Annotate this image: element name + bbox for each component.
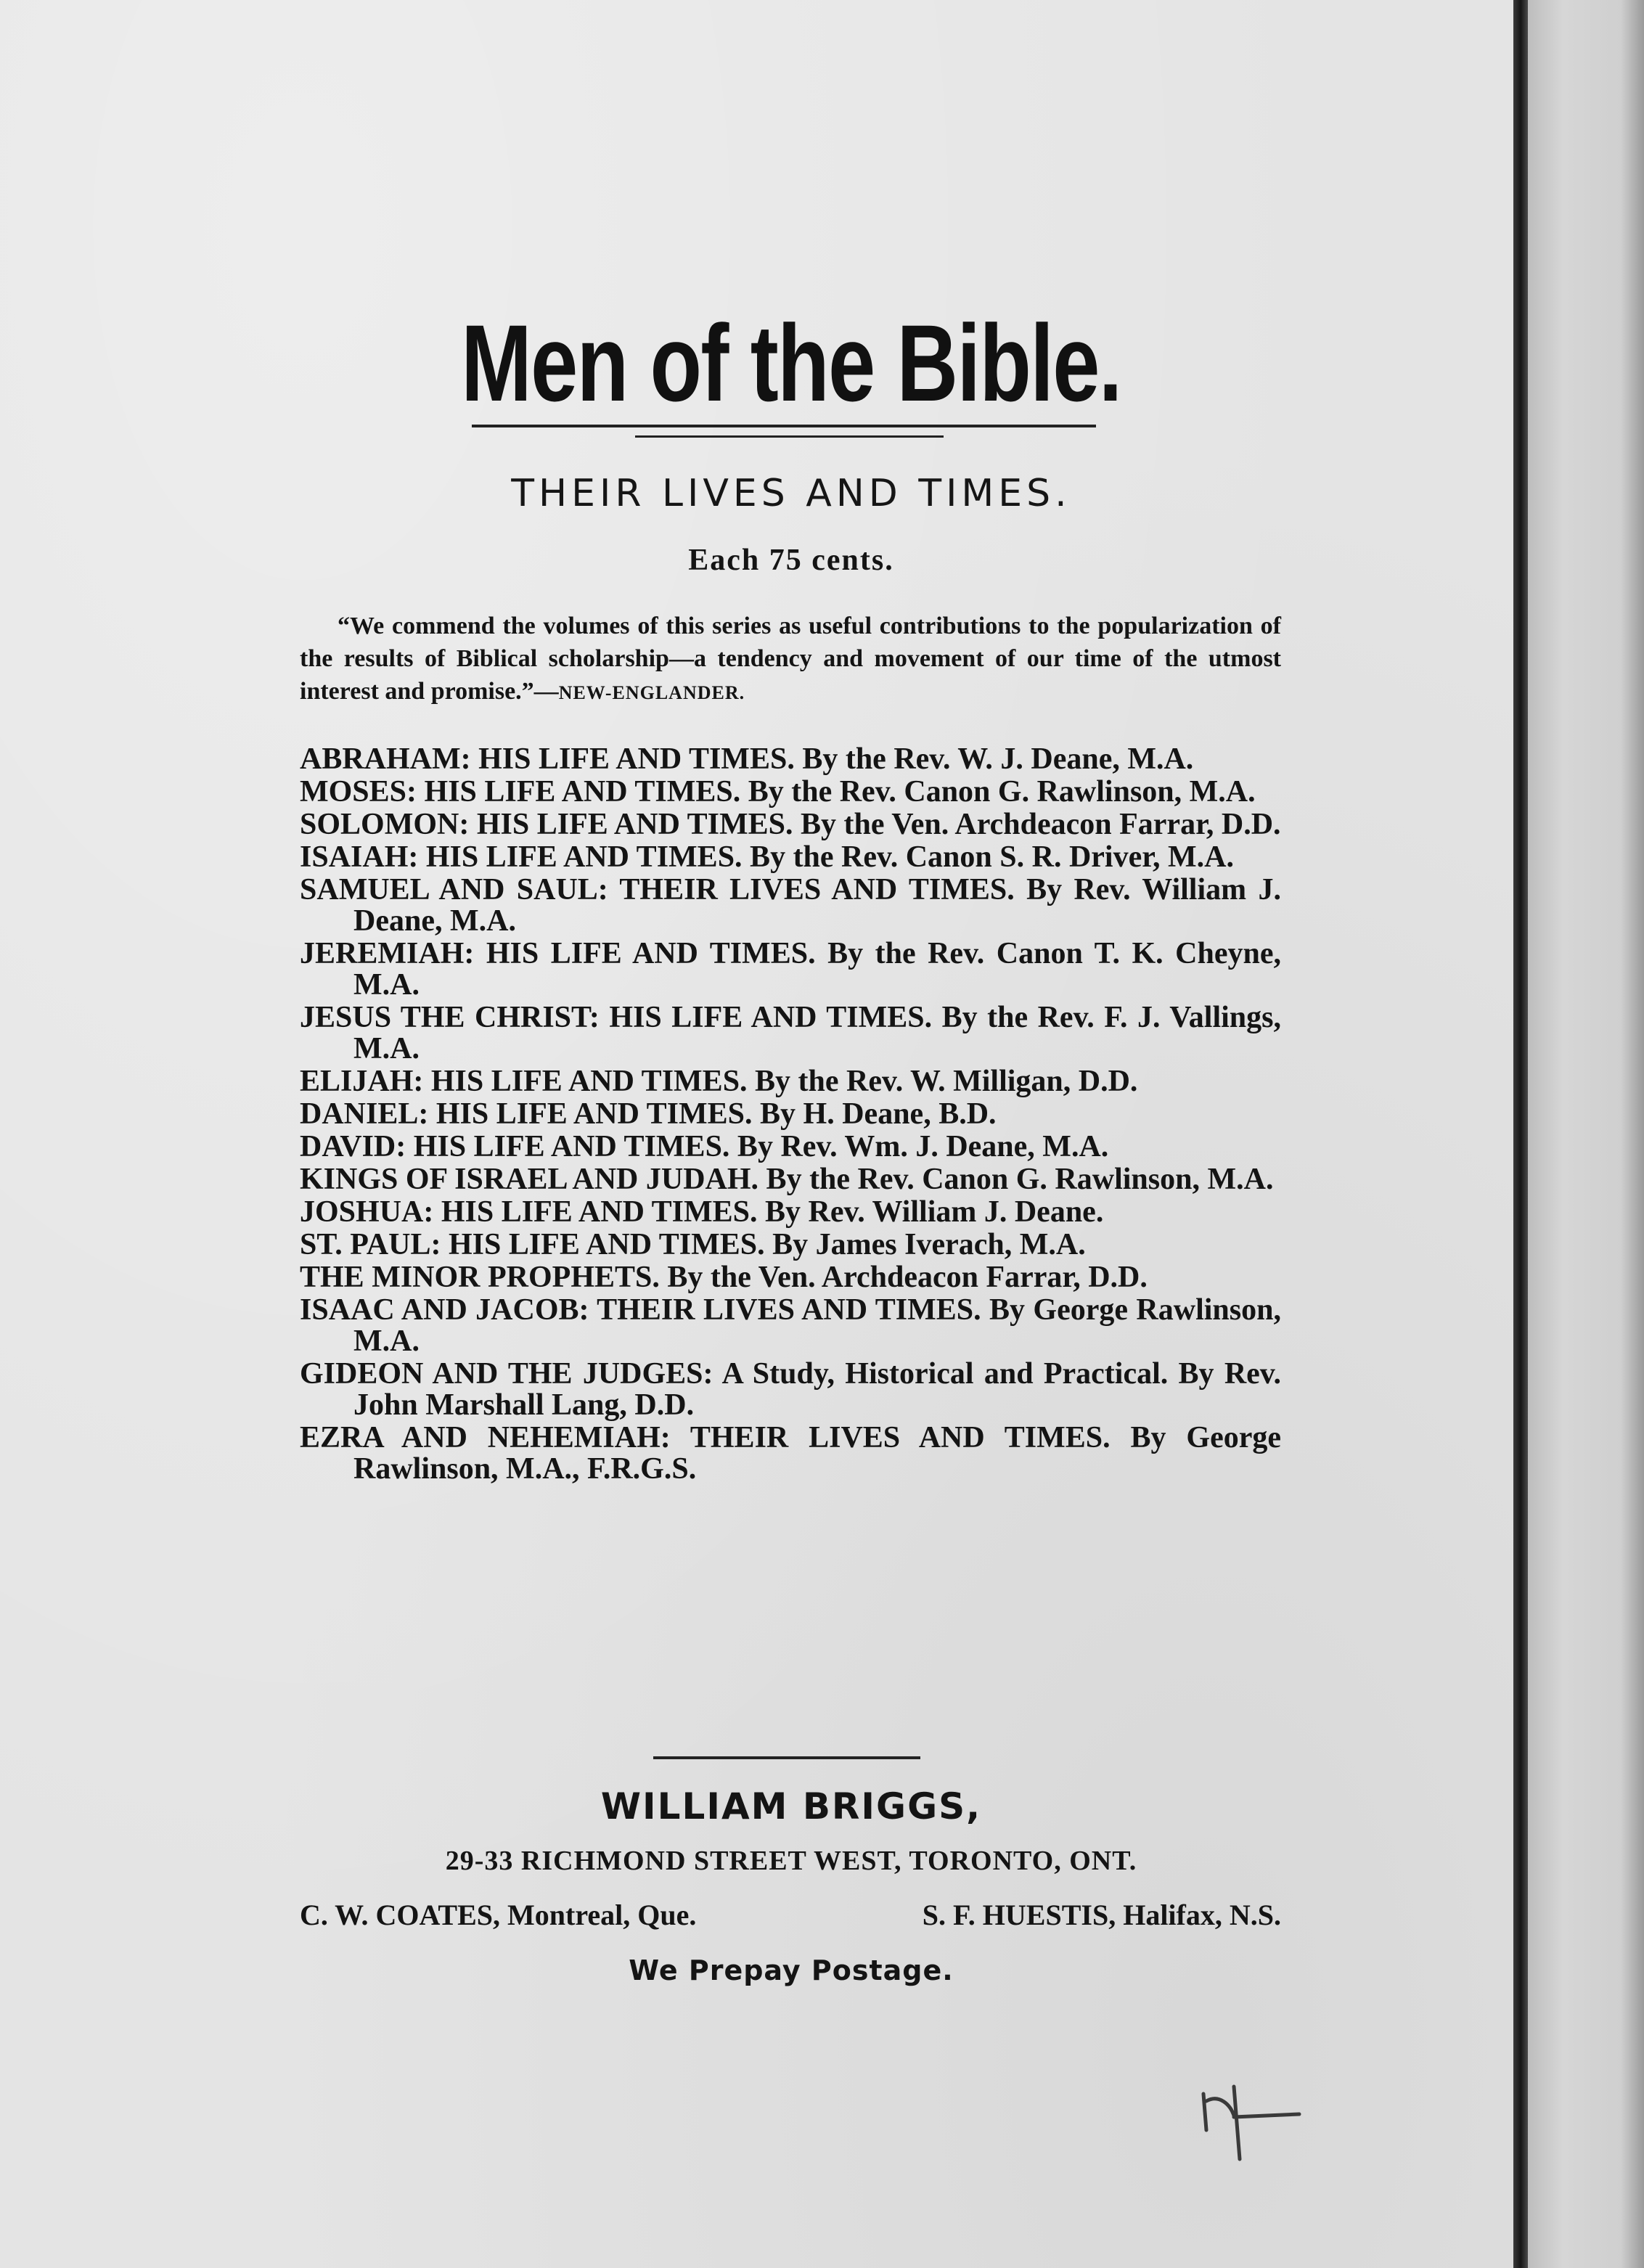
list-item: ISAIAH: HIS LIFE AND TIMES. By the Rev. Canon S. R. Driver, M.A. xyxy=(300,840,1234,874)
quote-text: “We commend the volumes of this series as useful contributions to the popularization of the results of Biblical scholarship—a tendency and movement of our time of the utmost interest and promise.”— xyxy=(300,613,1281,705)
postage-note: We Prepay Postage. xyxy=(629,1954,954,1986)
list-item: THE MINOR PROPHETS. By the Ven. Archdeacon Farrar, D.D. xyxy=(300,1261,1148,1294)
review-quote xyxy=(300,610,1281,709)
list-item: DAVID: HIS LIFE AND TIMES. By Rev. Wm. J. Deane, M.A. xyxy=(300,1130,1109,1163)
title-underline xyxy=(472,425,1096,427)
list-item: JESUS THE CHRIST: HIS LIFE AND TIMES. By the Rev. F. J. Vallings, M.A. xyxy=(300,1001,1281,1065)
list-item: ISAAC AND JACOB: THEIR LIVES AND TIMES. By George Rawlinson, M.A. xyxy=(300,1293,1281,1358)
list-item: SOLOMON: HIS LIFE AND TIMES. By the Ven. Archdeacon Farrar, D.D. xyxy=(300,808,1281,841)
list-item: ST. PAUL: HIS LIFE AND TIMES. By James Iverach, M.A. xyxy=(300,1228,1086,1261)
list-item: ELIJAH: HIS LIFE AND TIMES. By the Rev. W. Milligan, D.D. xyxy=(300,1065,1138,1098)
subtitle: THEIR LIVES AND TIMES. xyxy=(511,472,1071,515)
facing-page-edge xyxy=(1528,0,1644,2268)
list-item: EZRA AND NEHEMIAH: THEIR LIVES AND TIMES. By George Rawlinson, M.A., F.R.G.S. xyxy=(300,1421,1281,1486)
section-divider xyxy=(653,1756,920,1759)
page-title: Men of the Bible. xyxy=(461,302,1121,424)
agent-halifax: S. F. HUESTIS, Halifax, N.S. xyxy=(922,1899,1281,1931)
price-line: Each 75 cents. xyxy=(688,544,894,577)
list-item: JOSHUA: HIS LIFE AND TIMES. By Rev. William J. Deane. xyxy=(300,1195,1104,1229)
quote-source: NEW-ENGLANDER. xyxy=(558,682,745,703)
book-spine xyxy=(1513,0,1528,2268)
list-item: JEREMIAH: HIS LIFE AND TIMES. By the Rev. Canon T. K. Cheyne, M.A. xyxy=(300,937,1281,1002)
publisher-address: 29-33 RICHMOND STREET WEST, TORONTO, ONT. xyxy=(445,1846,1137,1876)
list-item: SAMUEL AND SAUL: THEIR LIVES AND TIMES. By Rev. William J. Deane, M.A. xyxy=(300,873,1281,938)
title-underline-short xyxy=(635,435,944,438)
handwritten-mark xyxy=(1190,2072,1336,2166)
list-item: MOSES: HIS LIFE AND TIMES. By the Rev. Canon G. Rawlinson, M.A. xyxy=(300,775,1256,808)
book-list xyxy=(300,744,1281,1486)
list-item: KINGS OF ISRAEL AND JUDAH. By the Rev. Canon G. Rawlinson, M.A. xyxy=(300,1163,1274,1196)
publisher-name: WILLIAM BRIGGS, xyxy=(600,1785,982,1827)
list-item: ABRAHAM: HIS LIFE AND TIMES. By the Rev. W. J. Deane, M.A. xyxy=(300,742,1194,776)
agent-montreal: C. W. COATES, Montreal, Que. xyxy=(300,1899,697,1931)
list-item: DANIEL: HIS LIFE AND TIMES. By H. Deane, B.D. xyxy=(300,1097,997,1131)
list-item: GIDEON AND THE JUDGES: A Study, Historical and Practical. By Rev. John Marshall Lang, D.D. xyxy=(300,1357,1281,1422)
